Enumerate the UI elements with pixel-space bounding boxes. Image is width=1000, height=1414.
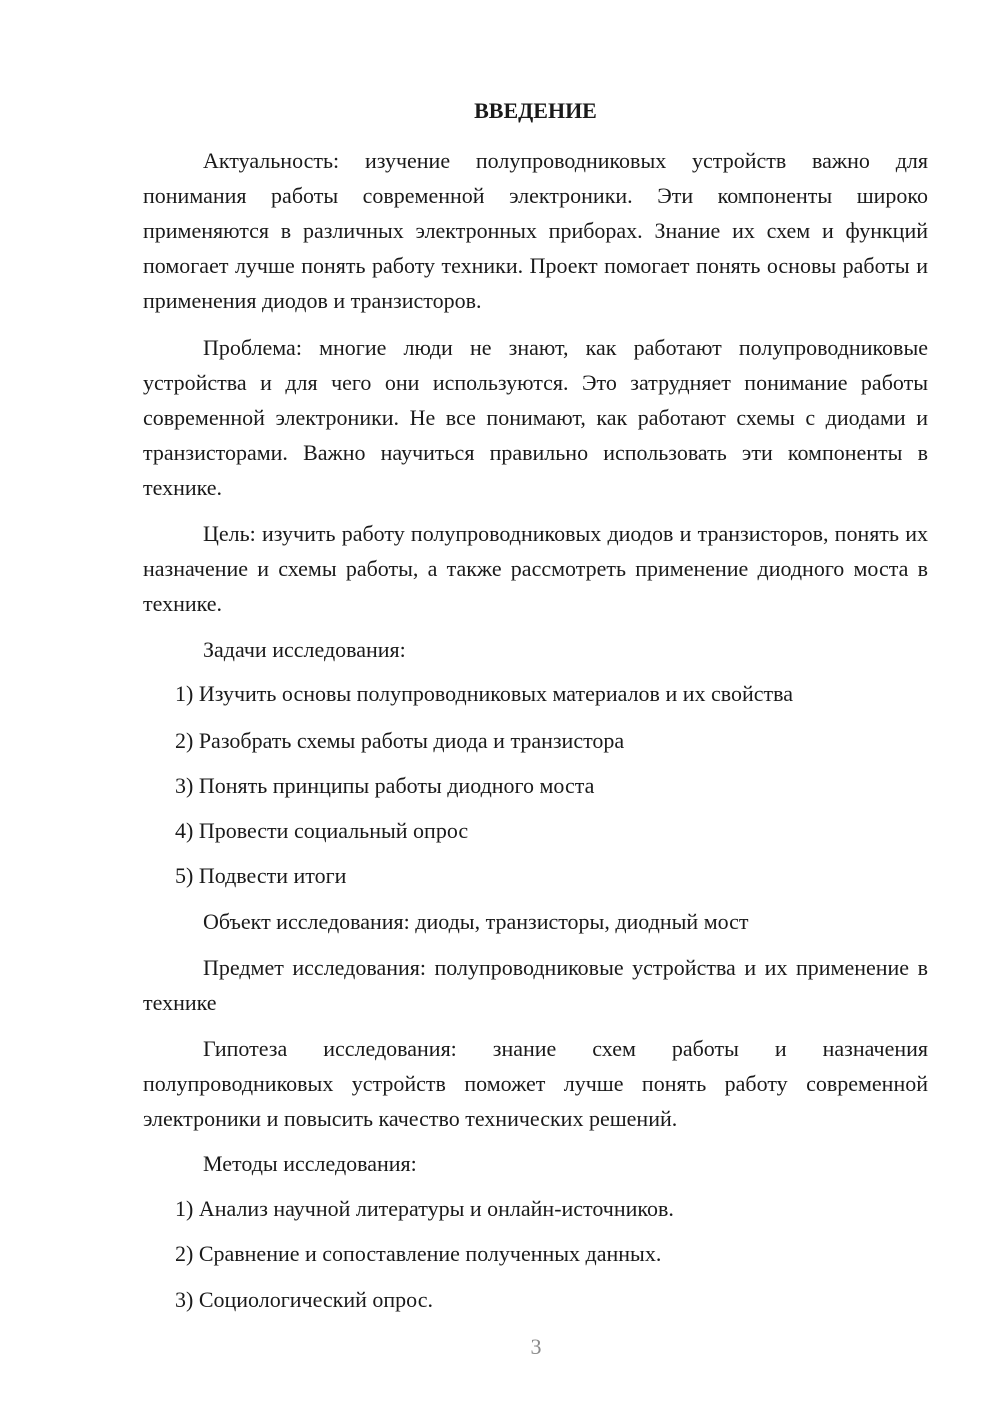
goal-paragraph: Цель: изучить работу полупроводниковых диодов и транзисторов, понять их назначение и схемы работы, а также рассмотреть применение диодного моста в технике. xyxy=(143,521,928,616)
subject-paragraph: Предмет исследования: полупроводниковые устройства и их применение в технике xyxy=(143,955,928,1015)
task-item: 1) Изучить основы полупроводниковых материалов и их свойства xyxy=(175,681,794,706)
method-item: 1) Анализ научной литературы и онлайн-источников. xyxy=(175,1196,674,1221)
task-item: 4) Провести социальный опрос xyxy=(175,818,469,843)
page-number: 3 xyxy=(530,1334,542,1359)
task-item: 2) Разобрать схемы работы диода и транзистора xyxy=(175,728,625,753)
relevance-paragraph: Актуальность: изучение полупроводниковых устройств важно для понимания работы современной электроники. Эти компоненты широко применяются в различных электронных приборах. Знание их схем и функций помогает лучше понять работу техники. Проект помогает понять основы работы и применения диодов и транзисторов. xyxy=(143,148,928,313)
method-item: 3) Социологический опрос. xyxy=(175,1287,433,1312)
problem-paragraph: Проблема: многие люди не знают, как работают полупроводниковые устройства и для чего они используются. Это затрудняет понимание работы современной электроники. Не все понимают, как работают схемы с диодами и транзисторами. Важно научиться правильно использовать эти компоненты в технике. xyxy=(143,335,928,500)
task-item: 5) Подвести итоги xyxy=(175,863,347,888)
method-item: 2) Сравнение и сопоставление полученных данных. xyxy=(175,1241,662,1266)
object-paragraph: Объект исследования: диоды, транзисторы, диодный мост xyxy=(203,909,749,934)
methods-heading: Методы исследования: xyxy=(203,1151,417,1176)
tasks-heading: Задачи исследования: xyxy=(203,637,406,662)
page-title: ВВЕДЕНИЕ xyxy=(474,98,597,123)
hypothesis-paragraph: Гипотеза исследования: знание схем работы и назначения полупроводниковых устройств поможет лучше понять работу современной электроники и повысить качество технических решений. xyxy=(143,1036,928,1131)
task-item: 3) Понять принципы работы диодного моста xyxy=(175,773,595,798)
